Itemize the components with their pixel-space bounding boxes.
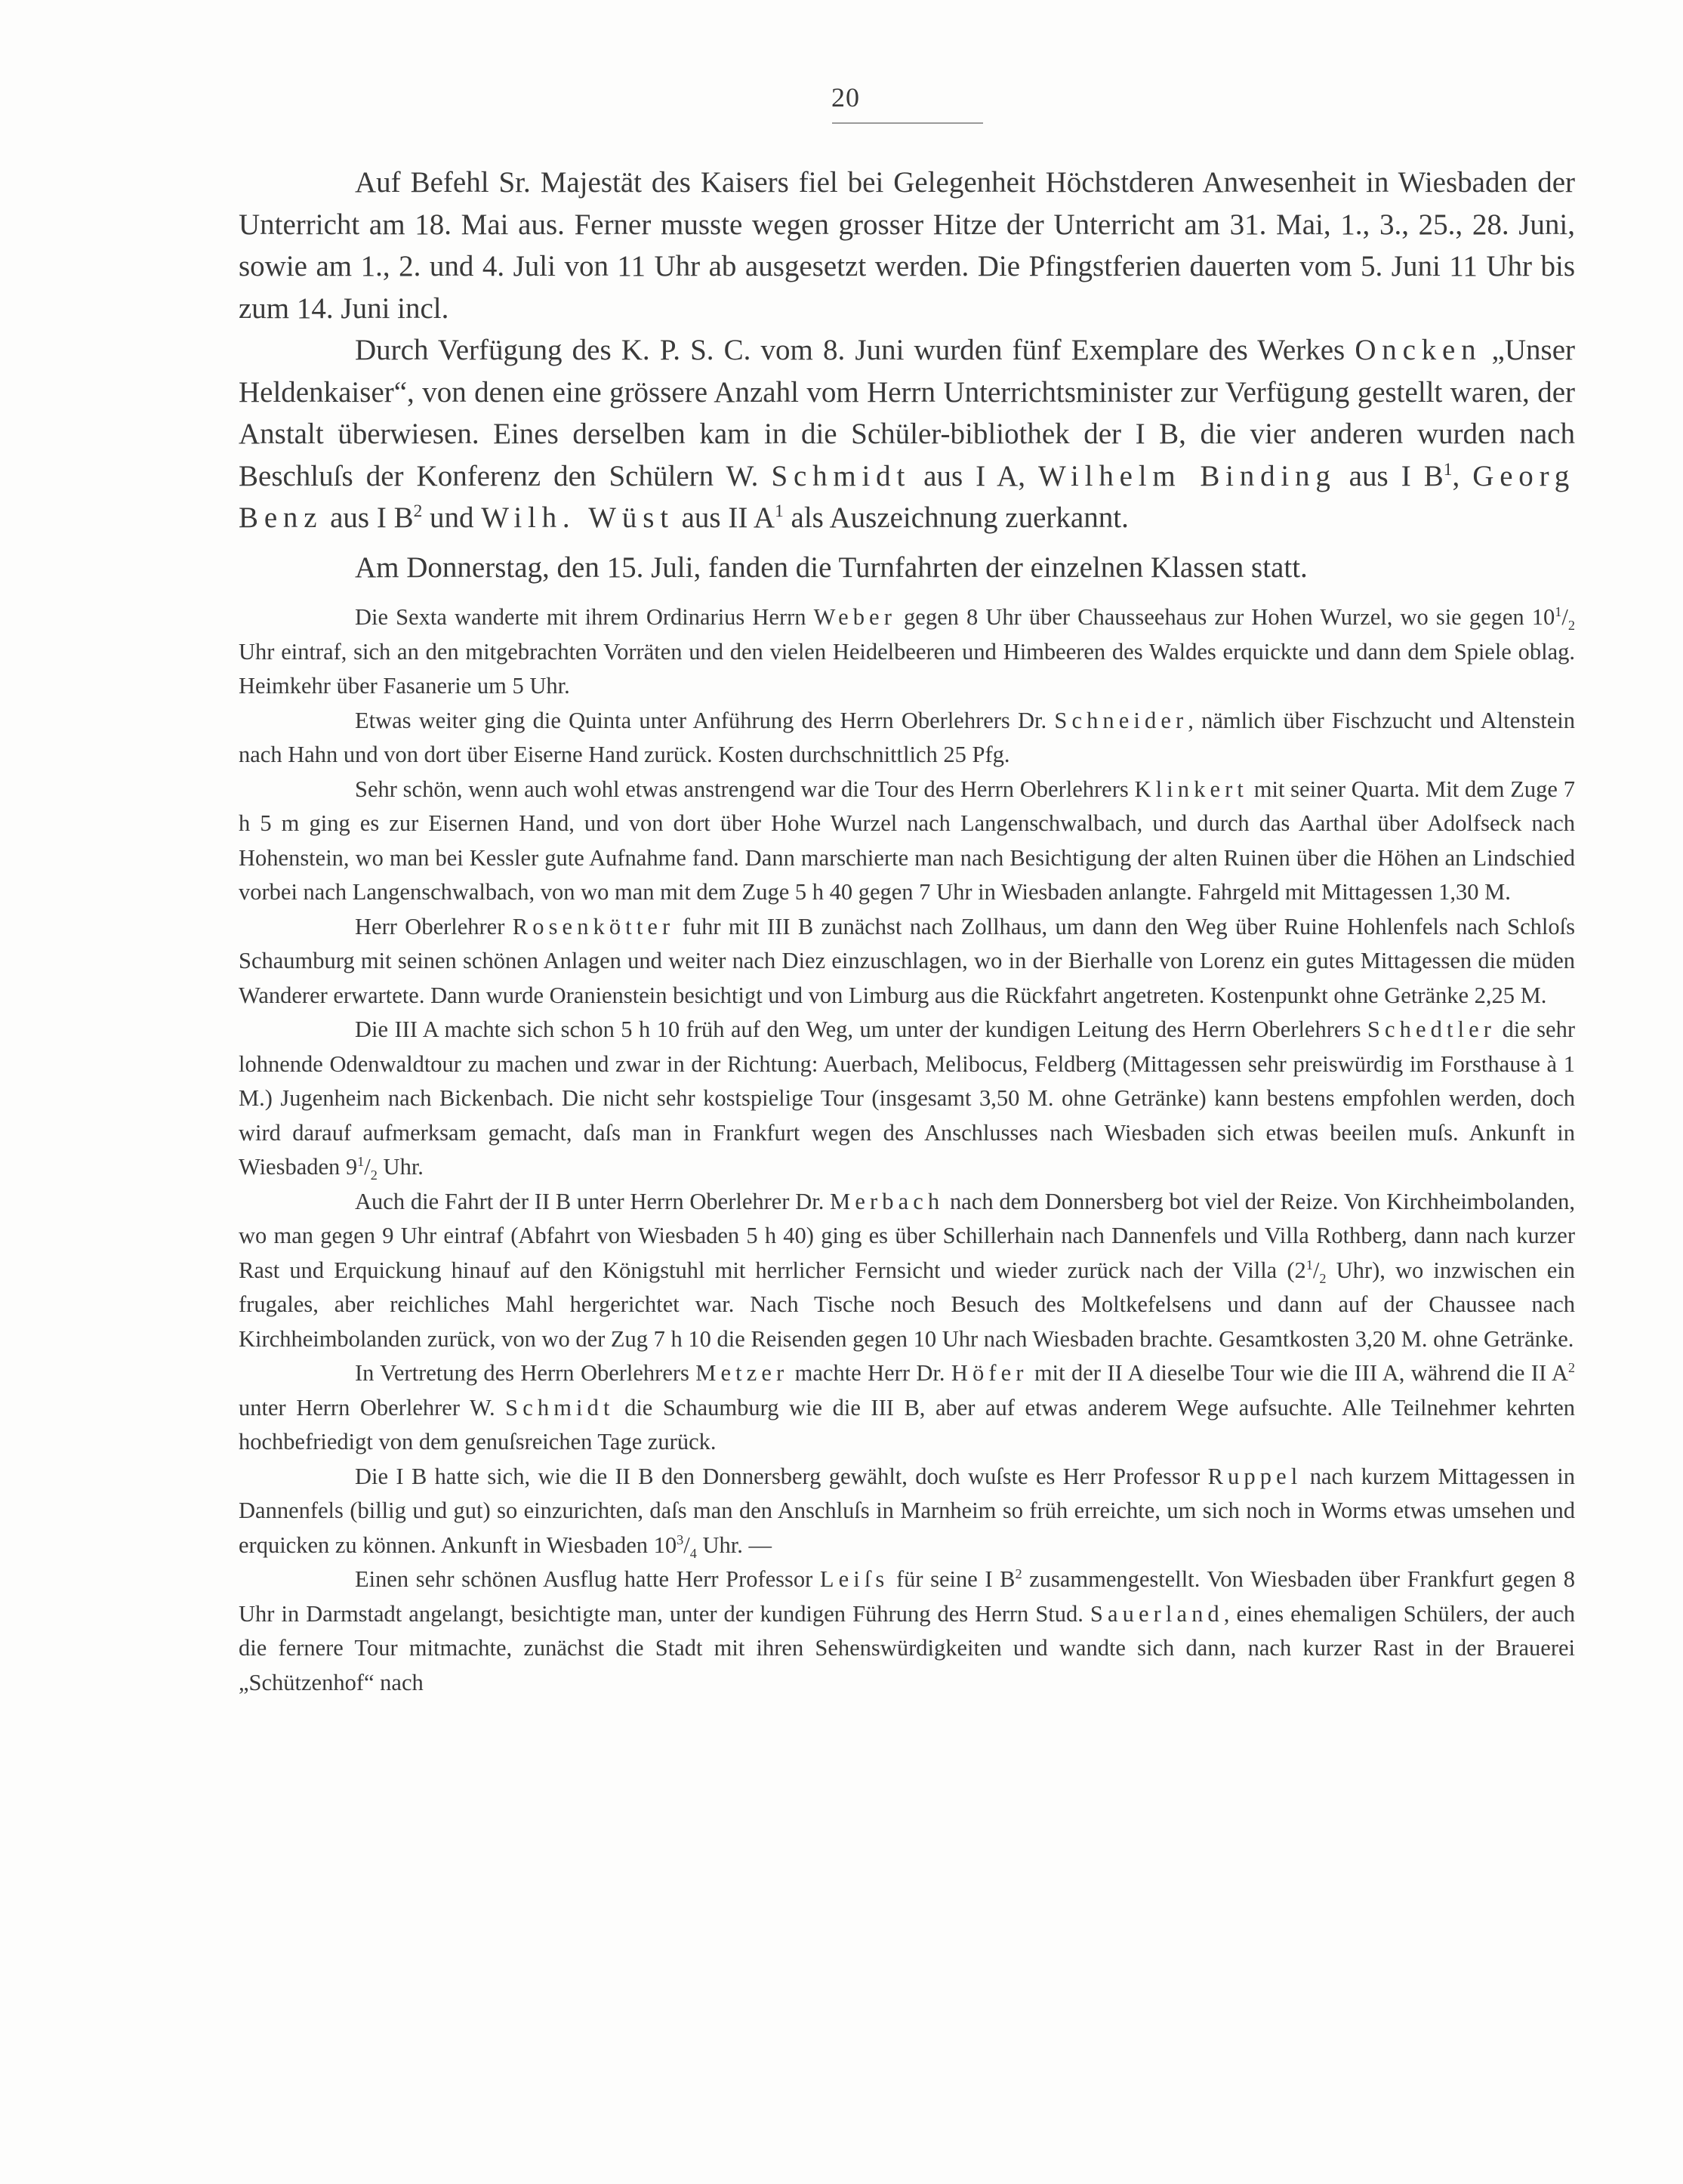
fraction-numerator: 3 [677,1532,684,1547]
document-body [239,162,1575,1700]
text-run: aus I B [322,501,414,534]
superscript: 1 [775,501,784,521]
text-run: Uhr. — [696,1532,772,1558]
report-iiib [239,910,1575,1013]
person-name: Schedtler [1367,1016,1496,1042]
text-run: Auch die Fahrt der II B unter Herrn Oberlehrer Dr. [355,1188,831,1214]
text-run: als Auszeichnung zuerkannt. [783,501,1129,534]
fraction-numerator: 1 [1555,603,1562,619]
report-ib2 [239,1562,1575,1700]
text-run: Sehr schön, wenn auch wohl etwas anstrengend war die Tour des Herrn Oberlehrers [355,776,1135,802]
text-run: die Schaumburg wie die III B, aber auf etwas anderem Wege aufsuchte. Alle Teilnehmer kehrten hochbefriedigt von dem genuſsreichen Tage zurück. [239,1394,1575,1454]
fraction-denominator: 2 [1319,1270,1327,1286]
text-run: unter Herrn Oberlehrer W. [239,1394,506,1421]
person-name: Weber [813,604,896,630]
paragraph-book-award [239,329,1575,539]
text-run: , eines ehemaligen Schülers, der auch die fernere Tour mitmachte, zunächst die Stadt mit ihren Sehenswürdigkeiten und wandte sich dann, nach kurzer Rast in der Brauerei „Schützenhof“ nach [239,1600,1575,1695]
person-name: Schmidt [505,1394,615,1421]
superscript: 1 [1443,459,1453,480]
text-run: aus II A [674,501,775,534]
text-run: nach kurzem Mittagessen in Dannenfels (billig und gut) so einzurichten, daſs man den Anschluſs in Marnheim so früh erreichte, um sich noch in Worms etwas umsehen und erquicken zu können. Ankunft in Wiesbaden 10 [239,1463,1575,1558]
person-name: Klinkert [1134,776,1248,802]
text-run: , nämlich über Fischzucht und Altenstein nach Hahn und von dort über Eiserne Hand zurück. Kosten durchschnittlich 25 Pfg. [239,707,1575,767]
person-name: Schneider [1054,707,1188,733]
report-quarta [239,773,1575,910]
person-name: Ruppel [1207,1463,1302,1489]
person-name: Georg Benz [239,459,1575,534]
paragraph-imperial-visit: Auf Befehl Sr. Majestät des Kaisers fiel bei Gelegenheit Höchstderen Anwesenheit in Wiesbaden der Unterricht am 18. Mai aus. Ferner musste wegen grosser Hitze der Unterricht am 31. Mai, 1., 3., 25., 28. Juni, sowie am 1., 2. und 4. Juli von 11 Uhr ab ausgesetzt werden. Die Pfingstferien dauerten vom 5. Juni 11 Uhr bis zum 14. Juni incl. [239,166,1575,325]
person-name: Leiſs [819,1566,889,1592]
person-name: Schmidt [771,459,911,492]
text-run: „Unser Heldenkaiser“, von denen eine grössere Anzahl vom Herrn Unterrichtsminister zur Verfügung gestellt waren, der Anstalt überwiesen. Eines derselben kam in die Schüler-bibliothek der I B, die vier anderen wurden nach Beschluſs der Konferenz den Schülern W. [239,334,1575,492]
fraction-denominator: 4 [689,1545,697,1561]
fraction-denominator: 2 [370,1168,378,1183]
report-iia [239,1356,1575,1460]
text-run: gegen 8 Uhr über Chausseehaus zur Hohen Wurzel, wo sie gegen 10 [895,604,1555,630]
report-sexta: Die Sexta wanderte mit ihrem Ordinarius Herrn Weber gegen 8 Uhr über Chausseehaus zur Hohen Wurzel, wo sie gegen $10^1/_2$ Uhr eintraf, sich an den mitgebrachten Vorräten und den vielen Heidelbeeren und Himbeeren des Waldes erquickte und dann dem Spiele oblag. Heimkehr über Fasanerie um 5 Uhr. [239,603,1576,699]
fraction-numerator: 1 [1305,1257,1313,1272]
person-name: Metzer [695,1360,789,1386]
text-run: Uhr eintraf, sich an den mitgebrachten Vorräten und den vielen Heidelbeeren und Himbeeren des Waldes erquickte und dann dem Spiele oblag. Heimkehr über Fasanerie um 5 Uhr. [239,638,1575,699]
paragraph-turnfahrten: Am Donnerstag, den 15. Juli, fanden die Turnfahrten der einzelnen Klassen statt. [355,551,1308,584]
main-section [239,162,1575,588]
text-run: aus I B [1336,459,1444,492]
report-ib: Die I B hatte sich, wie die II B den Donnersberg gewählt, doch wuſste es Herr Professor Ruppel nach kurzem Mittagessen in Dannenfels (billig und gut) so einzurichten, daſs man den Anschluſs in Marnheim so früh erreichte, um sich noch in Worms etwas umsehen und erquicken zu können. Ankunft in Wiesbaden $10^3/_4$ Uhr. — [239,1463,1575,1561]
superscript: 2 [1015,1566,1022,1581]
text-run: Einen sehr schönen Ausflug hatte Herr Professor [355,1566,820,1592]
report-quinta [239,704,1575,773]
person-name: Wilh. Wüst [481,501,674,534]
person-name: Höfer [951,1360,1028,1386]
header-rule [832,122,983,124]
text-run: aus I A, [911,459,1038,492]
text-run: Etwas weiter ging die Quinta unter Anführung des Herrn Oberlehrers Dr. [355,707,1055,733]
text-run: , [1452,459,1473,492]
text-run: fuhr mit III B zunächst nach Zollhaus, um dann den Weg über Ruine Hohlenfels nach Schloſs Schaumburg mit seinen schönen Anlagen und weiter nach Diez einzuschlagen, wo in der Bierhalle von Lorenz ein gutes Mittagessen die müden Wanderer erwartete. Dann wurde Oranienstein besichtigt und von Limburg aus die Rückfahrt angetreten. Kostenpunkt ohne Getränke 2,25 M. [239,913,1575,1008]
text-run: In Vertretung des Herrn Oberlehrers [355,1360,696,1386]
fraction-numerator: 1 [357,1153,365,1169]
text-run: nach dem Donnersberg bot viel der Reize. Von Kirchheimbolanden, wo man gegen 9 Uhr eintraf (Abfahrt von Wiesbaden 5 h 40) ging es über Schillerhain nach Dannenfels und Villa Rothberg, dann nach kurzer Rast und Erquickung hinauf auf den Königstuhl mit herrlicher Fernsicht und wieder zurück nach der Villa (2 [239,1188,1575,1283]
report-iib: Auch die Fahrt der II B unter Herrn Oberlehrer Dr. Merbach nach dem Donnersberg bot viel der Reize. Von Kirchheimbolanden, wo man gegen 9 Uhr eintraf (Abfahrt von Wiesbaden 5 h 40) ging es über Schillerhain nach Dannenfels und Villa Rothberg, dann nach kurzer Rast und Erquickung hinauf auf den Königstuhl mit herrlicher Fernsicht und wieder zurück nach der Villa ($2^1/_2$ Uhr), wo inzwischen ein frugales, aber reichliches Mahl hergerichtet war. Nach Tische noch Besuch des Moltkefelsens und dann auf der Chaussee nach Kirchheimbolanden zurück, von wo der Zug 7 h 10 die Reisenden gegen 10 Uhr nach Wiesbaden brachte. Gesamtkosten 3,20 M. ohne Getränke. [239,1188,1575,1352]
report-iiia: Die III A machte sich schon 5 h 10 früh auf den Weg, um unter der kundigen Leitung des Herrn Oberlehrers Schedtler die sehr lohnende Odenwaldtour zu machen und zwar in der Richtung: Auerbach, Melibocus, Feldberg (Mittagessen sehr preiswürdig im Forsthause à 1 M.) Jugenheim nach Bickenbach. Die nicht sehr kostspielige Tour (insgesamt 3,50 M. ohne Getränke) kann bestens empfohlen werden, doch wird darauf aufmerksam gemacht, daſs man in Frankfurt wegen des Anschlusses nach Wiesbaden sich etwas beeilen muſs. Ankunft in Wiesbaden $9^1/_2$ Uhr. [239,1016,1575,1183]
person-name: Merbach [830,1188,945,1214]
text-run: Uhr), wo inzwischen ein frugales, aber reichliches Mahl hergerichtet war. Nach Tische noch Besuch des Moltkefelsens und dann auf der Chaussee nach Kirchheimbolanden zurück, von wo der Zug 7 h 10 die Reisenden gegen 10 Uhr nach Wiesbaden brachte. Gesamtkosten 3,20 M. ohne Getränke. [239,1257,1575,1352]
person-name: Rosenkötter [512,913,675,939]
text-run: machte Herr Dr. [788,1360,951,1386]
page-number: 20 [831,82,860,113]
superscript: 2 [1567,1359,1575,1375]
text-run: die sehr lohnende Odenwaldtour zu machen und zwar in der Richtung: Auerbach, Melibocus, Feldberg (Mittagessen sehr preiswürdig im Forsthause à 1 M.) Jugenheim nach Bickenbach. Die nicht sehr kostspielige Tour (insgesamt 3,50 M. ohne Getränke) kann bestens empfohlen werden, doch wird darauf aufmerksam gemacht, daſs man in Frankfurt wegen des Anschlusses nach Wiesbaden sich etwas beeilen muſs. Ankunft in Wiesbaden 9 [239,1016,1575,1180]
text-run: Die Sexta wanderte mit ihrem Ordinarius Herrn [355,604,814,630]
text-run: für seine I B [889,1566,1016,1592]
text-run: und [422,501,482,534]
person-name: Sauerland [1090,1600,1224,1627]
text-run: mit der II A dieselbe Tour wie die III A, während die II A [1028,1360,1568,1386]
fraction-denominator: 2 [1567,618,1576,634]
excursion-reports [239,600,1575,1700]
person-name: Oncken [1355,334,1482,366]
text-run: Durch Verfügung des K. P. S. C. vom 8. Juni wurden fünf Exemplare des Werkes [355,334,1355,366]
text-run: Die I B hatte sich, wie die II B den Donnersberg gewählt, doch wuſste es Herr Professor [355,1463,1208,1489]
person-name: Wilhelm Binding [1038,459,1336,492]
text-run: mit seiner Quarta. Mit dem Zuge 7 h 5 m ging es zur Eisernen Hand, und von dort über Hohe Wurzel nach Langenschwalbach, und durch das Aarthal über Adolfseck nach Hohenstein, wo man bei Kessler gute Aufnahme fand. Dann marschierte man nach Besichtigung der alten Ruinen über die Höhen an Lindschied vorbei nach Langenschwalbach, von wo man mit dem Zuge 5 h 40 gegen 7 Uhr in Wiesbaden anlangte. Fahrgeld mit Mittagessen 1,30 M. [239,776,1575,905]
text-run: Herr Oberlehrer [355,913,513,939]
text-run: Die III A machte sich schon 5 h 10 früh auf den Weg, um unter der kundigen Leitung des Herrn Oberlehrers [355,1016,1367,1042]
superscript: 2 [413,501,423,521]
text-run: Uhr. [377,1154,424,1180]
text-run: zusammengestellt. Von Wiesbaden über Frankfurt gegen 8 Uhr in Darmstadt angelangt, besichtigte man, unter der kundigen Führung des Herrn Stud. [239,1566,1576,1627]
